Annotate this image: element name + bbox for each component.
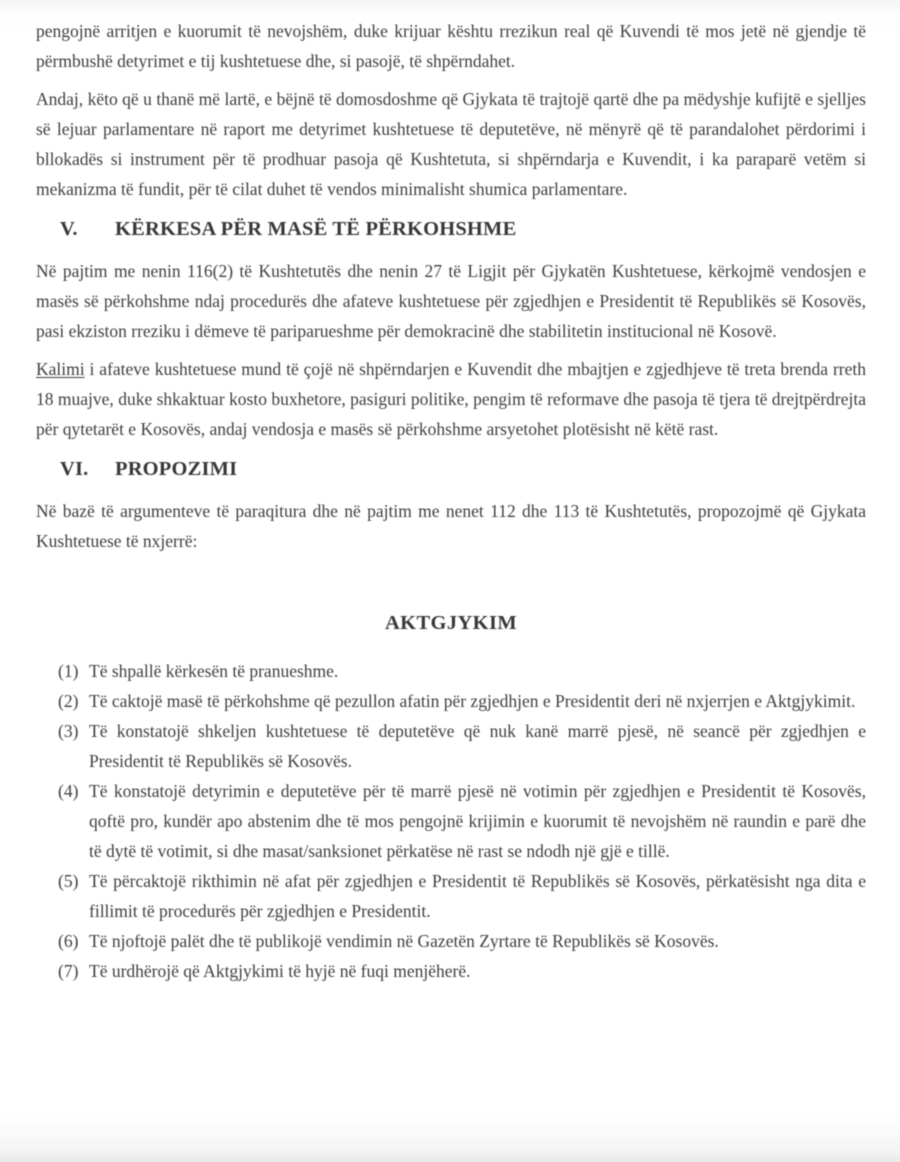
- ruling-item-number: (5): [58, 871, 79, 891]
- ruling-item-1: [58, 656, 866, 686]
- paragraph-continuation: i afateve kushtetuese mund të çojë në shpërndarjen e Kuvendit dhe mbajtjen e zgjedhjeve të treta brenda rreth 18 muajve, duke shkaktuar kosto buxhetore, pasiguri politike, pengim të reformave dhe pasoja të tjera të drejtpërdrejta për qytetarët e Kosovës, andaj vendosja e masës së përkohshme arsyetohet plotësisht në këtë rast.: [36, 359, 866, 439]
- ruling-item-6: [58, 926, 866, 956]
- ruling-item-number: (3): [58, 721, 79, 741]
- underlined-word: Kalimi: [36, 359, 85, 379]
- ruling-item-number: (1): [58, 661, 79, 681]
- paragraph-court-clarity: Andaj, këto që u thanë më lartë, e bëjnë të domosdoshme që Gjykata të trajtojë qartë dhe pa mëdyshje kufijtë e sjelljes së lejuar parlamentare në raport me detyrimet kushtetuese të deputetëve, në mënyrë që të parandalohet përdorimi i bllokadës si instrument për të prodhuar pasoja që Kushtetuta, si shpërndarja e Kuvendit, i ka paraparë vetëm si mekanizma të fundit, për të cilat duhet të vendos minimalisht shumica parlamentare.: [36, 89, 866, 199]
- paragraph-deadline-consequences: [36, 354, 866, 444]
- section-number: VI.: [60, 458, 89, 480]
- ruling-item-4: [58, 776, 866, 866]
- section-number: V.: [60, 218, 78, 240]
- paragraph-quorum-risk: pengojnë arritjen e kuorumit të nevojshëm, duke krijuar kështu rrezikun real që Kuvendi të mos jetë në gjendje të përmbushë detyrimet e tij kushtetuese dhe, si pasojë, të shpërndahet.: [36, 21, 866, 71]
- ruling-item-number: (4): [58, 781, 79, 801]
- ruling-item-number: (2): [58, 691, 79, 711]
- section-title: KËRKESA PËR MASË TË PËRKOHSHME: [115, 218, 517, 240]
- ruling-item-text: Të urdhërojë që Aktgjykimi të hyjë në fuqi menjëherë.: [89, 961, 471, 981]
- section-title: PROPOZIMI: [115, 458, 238, 480]
- paragraph-proposal-basis: Në bazë të argumenteve të paraqitura dhe në pajtim me nenet 112 dhe 113 të Kushtetutës, propozojmë që Gjykata Kushtetuese të nxjerrë:: [36, 501, 866, 551]
- ruling-item-text: Të shpallë kërkesën të pranueshme.: [89, 661, 339, 681]
- ruling-item-text: Të njoftojë palët dhe të publikojë vendimin në Gazetën Zyrtare të Republikës së Kosovës.: [89, 931, 719, 951]
- document-body: [36, 16, 866, 986]
- ruling-item-5: [58, 866, 866, 926]
- ruling-list: [36, 656, 866, 986]
- ruling-item-text: Të konstatojë detyrimin e deputetëve për të marrë pjesë në votimin për zgjedhjen e Presidentit të Kosovës, qoftë pro, kundër apo abstenim dhe të mos pengojnë krijimin e kuorumit të nevojshëm në raundin e parë dhe të dytë të votimit, si dhe masat/sanksionet përkatëse në rast se ndodh një gjë e tillë.: [89, 781, 866, 861]
- ruling-item-number: (6): [58, 931, 79, 951]
- ruling-item-2: [58, 686, 866, 716]
- judgment-heading: AKTGJYKIM: [384, 612, 518, 634]
- ruling-item-text: Të përcaktojë rikthimin në afat për zgjedhjen e Presidentit të Republikës së Kosovës, përkatësisht nga dita e fillimit të procedurës për zgjedhjen e Presidentit.: [89, 871, 866, 921]
- section-heading-vi: [36, 454, 866, 484]
- ruling-item-text: Të konstatojë shkeljen kushtetuese të deputetëve që nuk kanë marrë pjesë, në seancë për zgjedhjen e Presidentit të Republikës së Kosovës.: [89, 721, 866, 771]
- section-heading-v: [36, 214, 866, 244]
- scan-edge-shadow: [0, 0, 900, 14]
- paragraph-interim-measure-request: Në pajtim me nenin 116(2) të Kushtetutës dhe nenin 27 të Ligjit për Gjykatën Kushtetuese, kërkojmë vendosjen e masës së përkohshme ndaj procedurës dhe afateve kushtetuese për zgjedhjen e Presidentit të Republikës së Kosovës, pasi ekziston rreziku i dëmeve të pariparueshme për demokracinë dhe stabilitetin institucional në Kosovë.: [36, 261, 866, 341]
- ruling-item-text: Të caktojë masë të përkohshme që pezullon afatin për zgjedhjen e Presidentit deri në nxjerrjen e Aktgjykimit.: [89, 691, 856, 711]
- ruling-item-7: [58, 956, 866, 986]
- ruling-item-3: [58, 716, 866, 776]
- ruling-item-number: (7): [58, 961, 79, 981]
